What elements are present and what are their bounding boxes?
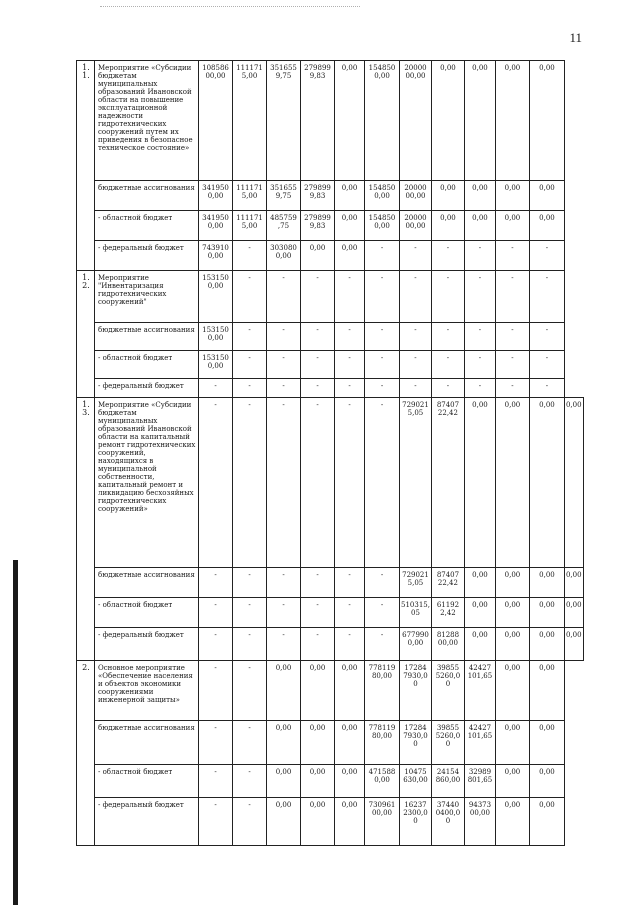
- value-cell: 303080 0,00: [267, 241, 301, 271]
- value-cell: -: [199, 798, 233, 846]
- value-cell: 10475 630,00: [400, 765, 432, 798]
- table-row: [77, 568, 584, 598]
- table-row: [77, 398, 584, 568]
- value-cell: 39855 5260,0 0: [431, 661, 464, 721]
- value-cell: 0,00: [464, 181, 495, 211]
- value-cell: -: [365, 323, 400, 351]
- value-cell: -: [199, 398, 233, 568]
- row-name-cell: - областной бюджет: [95, 351, 199, 379]
- value-cell: -: [365, 598, 400, 628]
- value-cell: -: [400, 323, 432, 351]
- value-cell: -: [335, 598, 365, 628]
- value-cell: 111171 5,00: [233, 61, 267, 181]
- value-cell: 0,00: [495, 598, 529, 628]
- row-name-cell: Мероприятие «Субсидии бюджетам муниципальных образований Ивановской области на повышение эксплуатационной надежности гидротехнических сооружений путем их приведения в безопасное техническое состояние»: [95, 61, 199, 181]
- page-number: 11: [569, 30, 582, 45]
- value-cell: 87407 22,42: [431, 398, 464, 568]
- value-cell: 0,00: [495, 721, 529, 765]
- value-cell: -: [365, 568, 400, 598]
- value-cell: -: [233, 241, 267, 271]
- value-cell: -: [431, 323, 464, 351]
- value-cell: 0,00: [267, 721, 301, 765]
- value-cell: -: [400, 241, 432, 271]
- value-cell: 0,00: [335, 241, 365, 271]
- value-cell: 0,00: [431, 61, 464, 181]
- value-cell: 0,00: [529, 628, 564, 661]
- value-cell: 0,00: [335, 661, 365, 721]
- value-cell: -: [431, 379, 464, 398]
- value-cell: 0,00: [495, 628, 529, 661]
- value-cell: 20000 00,00: [400, 61, 432, 181]
- row-name-cell: - федеральный бюджет: [95, 379, 199, 398]
- value-cell: 37440 0400,0 0: [431, 798, 464, 846]
- value-cell: 279899 9,83: [301, 61, 335, 181]
- value-cell: -: [267, 628, 301, 661]
- value-cell: 0,00: [495, 181, 529, 211]
- row-index-cell: 1. 2.: [77, 271, 95, 398]
- value-cell: 778119 80,00: [365, 721, 400, 765]
- table-row: [77, 765, 584, 798]
- value-cell: -: [267, 568, 301, 598]
- value-cell: 0,00: [464, 598, 495, 628]
- value-cell: 0,00: [464, 628, 495, 661]
- value-cell: 0,00: [495, 798, 529, 846]
- value-cell: 0,00: [267, 798, 301, 846]
- row-name-cell: - областной бюджет: [95, 211, 199, 241]
- value-cell: 0,00: [529, 721, 564, 765]
- value-cell: 94373 00,00: [464, 798, 495, 846]
- value-cell: -: [233, 568, 267, 598]
- value-cell: 17284 7930,0 0: [400, 661, 432, 721]
- value-cell: 351655 9,75: [267, 181, 301, 211]
- value-cell: 111171 5,00: [233, 211, 267, 241]
- value-cell: -: [335, 379, 365, 398]
- value-cell: 0,00: [301, 765, 335, 798]
- scan-edge-shadow: [13, 560, 18, 905]
- value-cell: -: [431, 351, 464, 379]
- value-cell: -: [495, 351, 529, 379]
- value-cell: -: [301, 398, 335, 568]
- table-row: [77, 351, 584, 379]
- value-cell: 87407 22,42: [431, 568, 464, 598]
- value-cell: -: [365, 241, 400, 271]
- value-cell: 0,00: [335, 798, 365, 846]
- table-row: [77, 61, 584, 181]
- value-cell: 0,00: [301, 721, 335, 765]
- value-cell: 0,00: [267, 765, 301, 798]
- value-cell: 81288 00,00: [431, 628, 464, 661]
- value-cell: -: [431, 241, 464, 271]
- value-cell: 20000 00,00: [400, 211, 432, 241]
- value-cell: -: [301, 628, 335, 661]
- value-cell: -: [529, 271, 564, 323]
- row-name-cell: бюджетные ассигнования: [95, 568, 199, 598]
- row-name-cell: бюджетные ассигнования: [95, 323, 199, 351]
- value-cell: 0,00: [267, 661, 301, 721]
- table-row: [77, 181, 584, 211]
- value-cell: -: [233, 628, 267, 661]
- value-cell: 0,00: [431, 181, 464, 211]
- row-name-cell: - областной бюджет: [95, 598, 199, 628]
- value-cell: -: [199, 568, 233, 598]
- value-cell: 0,00: [335, 721, 365, 765]
- value-cell: 0,00: [564, 568, 583, 598]
- value-cell: -: [365, 398, 400, 568]
- row-index-cell: 1. 3.: [77, 398, 95, 661]
- value-cell: 153150 0,00: [199, 351, 233, 379]
- value-cell: 0,00: [495, 398, 529, 568]
- value-cell: -: [464, 351, 495, 379]
- row-name-cell: бюджетные ассигнования: [95, 181, 199, 211]
- value-cell: 154850 0,00: [365, 211, 400, 241]
- value-cell: -: [233, 798, 267, 846]
- value-cell: -: [335, 398, 365, 568]
- value-cell: -: [301, 379, 335, 398]
- row-name-cell: - федеральный бюджет: [95, 628, 199, 661]
- value-cell: 729021 5,05: [400, 398, 432, 568]
- row-name-cell: Мероприятие "Инвентаризация гидротехнических сооружений": [95, 271, 199, 323]
- value-cell: -: [301, 323, 335, 351]
- value-cell: -: [199, 765, 233, 798]
- value-cell: -: [233, 271, 267, 323]
- table-row: [77, 628, 584, 661]
- value-cell: 0,00: [564, 598, 583, 628]
- table-row: [77, 211, 584, 241]
- value-cell: -: [365, 351, 400, 379]
- value-cell: -: [335, 271, 365, 323]
- value-cell: 510315, 05: [400, 598, 432, 628]
- value-cell: 17284 7930,0 0: [400, 721, 432, 765]
- value-cell: -: [431, 271, 464, 323]
- value-cell: -: [529, 379, 564, 398]
- value-cell: -: [529, 351, 564, 379]
- value-cell: -: [529, 323, 564, 351]
- value-cell: -: [233, 351, 267, 379]
- value-cell: -: [335, 351, 365, 379]
- value-cell: 0,00: [529, 765, 564, 798]
- value-cell: 0,00: [335, 211, 365, 241]
- value-cell: -: [365, 379, 400, 398]
- value-cell: -: [301, 598, 335, 628]
- value-cell: -: [495, 241, 529, 271]
- value-cell: 61192 2,42: [431, 598, 464, 628]
- value-cell: -: [365, 271, 400, 323]
- value-cell: -: [199, 379, 233, 398]
- value-cell: 0,00: [301, 661, 335, 721]
- value-cell: 153150 0,00: [199, 271, 233, 323]
- value-cell: 0,00: [529, 181, 564, 211]
- value-cell: -: [495, 323, 529, 351]
- table-row: [77, 379, 584, 398]
- value-cell: 0,00: [529, 61, 564, 181]
- table-row: [77, 323, 584, 351]
- table-row: [77, 598, 584, 628]
- value-cell: 0,00: [464, 568, 495, 598]
- row-name-cell: - областной бюджет: [95, 765, 199, 798]
- row-index-cell: 2.: [77, 661, 95, 846]
- row-name-cell: - федеральный бюджет: [95, 798, 199, 846]
- value-cell: -: [335, 568, 365, 598]
- value-cell: -: [301, 271, 335, 323]
- value-cell: 729021 5,05: [400, 568, 432, 598]
- value-cell: -: [199, 598, 233, 628]
- value-cell: -: [400, 271, 432, 323]
- value-cell: 0,00: [335, 61, 365, 181]
- value-cell: -: [464, 271, 495, 323]
- value-cell: 0,00: [529, 211, 564, 241]
- value-cell: -: [267, 271, 301, 323]
- value-cell: 279899 9,83: [301, 211, 335, 241]
- value-cell: 0,00: [529, 798, 564, 846]
- value-cell: -: [400, 379, 432, 398]
- row-name-cell: Основное мероприятие «Обеспечение населения и объектов экономики сооружениями инженерной защиты»: [95, 661, 199, 721]
- value-cell: 108586 00,00: [199, 61, 233, 181]
- value-cell: 39855 5260,0 0: [431, 721, 464, 765]
- value-cell: -: [495, 379, 529, 398]
- value-cell: 341950 0,00: [199, 181, 233, 211]
- value-cell: 32989 801,65: [464, 765, 495, 798]
- table-row: [77, 721, 584, 765]
- table-row: [77, 241, 584, 271]
- scan-artifact: [100, 6, 360, 9]
- value-cell: 42427 101,65: [464, 661, 495, 721]
- value-cell: -: [267, 351, 301, 379]
- value-cell: 0,00: [301, 798, 335, 846]
- value-cell: 743910 0,00: [199, 241, 233, 271]
- value-cell: 16237 2300,0 0: [400, 798, 432, 846]
- value-cell: -: [301, 568, 335, 598]
- value-cell: -: [267, 598, 301, 628]
- value-cell: -: [199, 661, 233, 721]
- value-cell: 0,00: [529, 398, 564, 568]
- value-cell: -: [233, 721, 267, 765]
- value-cell: 42427 101,65: [464, 721, 495, 765]
- value-cell: 677990 0,00: [400, 628, 432, 661]
- value-cell: 279899 9,83: [301, 181, 335, 211]
- value-cell: 0,00: [464, 61, 495, 181]
- value-cell: -: [464, 323, 495, 351]
- value-cell: 24154 860,00: [431, 765, 464, 798]
- value-cell: -: [233, 661, 267, 721]
- value-cell: -: [301, 351, 335, 379]
- value-cell: 0,00: [464, 211, 495, 241]
- value-cell: 154850 0,00: [365, 181, 400, 211]
- budget-table: [76, 60, 584, 846]
- value-cell: 0,00: [495, 211, 529, 241]
- value-cell: -: [199, 721, 233, 765]
- value-cell: 111171 5,00: [233, 181, 267, 211]
- value-cell: -: [199, 628, 233, 661]
- row-index-cell: 1. 1.: [77, 61, 95, 271]
- value-cell: 485759 ,75: [267, 211, 301, 241]
- value-cell: -: [365, 628, 400, 661]
- value-cell: -: [335, 628, 365, 661]
- value-cell: 0,00: [335, 181, 365, 211]
- value-cell: -: [335, 323, 365, 351]
- value-cell: 0,00: [495, 61, 529, 181]
- value-cell: -: [464, 379, 495, 398]
- value-cell: 0,00: [529, 568, 564, 598]
- value-cell: 351655 9,75: [267, 61, 301, 181]
- value-cell: 0,00: [495, 661, 529, 721]
- value-cell: 0,00: [495, 568, 529, 598]
- value-cell: 0,00: [564, 628, 583, 661]
- value-cell: -: [464, 241, 495, 271]
- value-cell: -: [267, 379, 301, 398]
- row-name-cell: бюджетные ассигнования: [95, 721, 199, 765]
- value-cell: -: [267, 323, 301, 351]
- table-row: [77, 271, 584, 323]
- value-cell: -: [495, 271, 529, 323]
- row-name-cell: - федеральный бюджет: [95, 241, 199, 271]
- value-cell: 0,00: [464, 398, 495, 568]
- value-cell: 0,00: [495, 765, 529, 798]
- table-body: [77, 61, 584, 846]
- value-cell: 778119 80,00: [365, 661, 400, 721]
- value-cell: 0,00: [431, 211, 464, 241]
- value-cell: 0,00: [529, 661, 564, 721]
- value-cell: -: [267, 398, 301, 568]
- row-name-cell: Мероприятие «Субсидии бюджетам муниципальных образований Ивановской области на капитальный ремонт гидротехнических сооружений, находящихся в муниципальной собственности, капитальный ремонт и ликвидацию бесхозяйных гидротехнических сооружений»: [95, 398, 199, 568]
- value-cell: 154850 0,00: [365, 61, 400, 181]
- value-cell: -: [233, 379, 267, 398]
- value-cell: 730961 00,00: [365, 798, 400, 846]
- value-cell: -: [400, 351, 432, 379]
- value-cell: 153150 0,00: [199, 323, 233, 351]
- table-row: [77, 798, 584, 846]
- value-cell: 20000 00,00: [400, 181, 432, 211]
- value-cell: -: [233, 765, 267, 798]
- table-row: [77, 661, 584, 721]
- value-cell: 0,00: [529, 598, 564, 628]
- value-cell: -: [233, 323, 267, 351]
- value-cell: 0,00: [335, 765, 365, 798]
- value-cell: -: [233, 398, 267, 568]
- value-cell: -: [529, 241, 564, 271]
- value-cell: 0,00: [301, 241, 335, 271]
- value-cell: -: [233, 598, 267, 628]
- value-cell: 471588 0,00: [365, 765, 400, 798]
- value-cell: 341950 0,00: [199, 211, 233, 241]
- value-cell: 0,00: [564, 398, 583, 568]
